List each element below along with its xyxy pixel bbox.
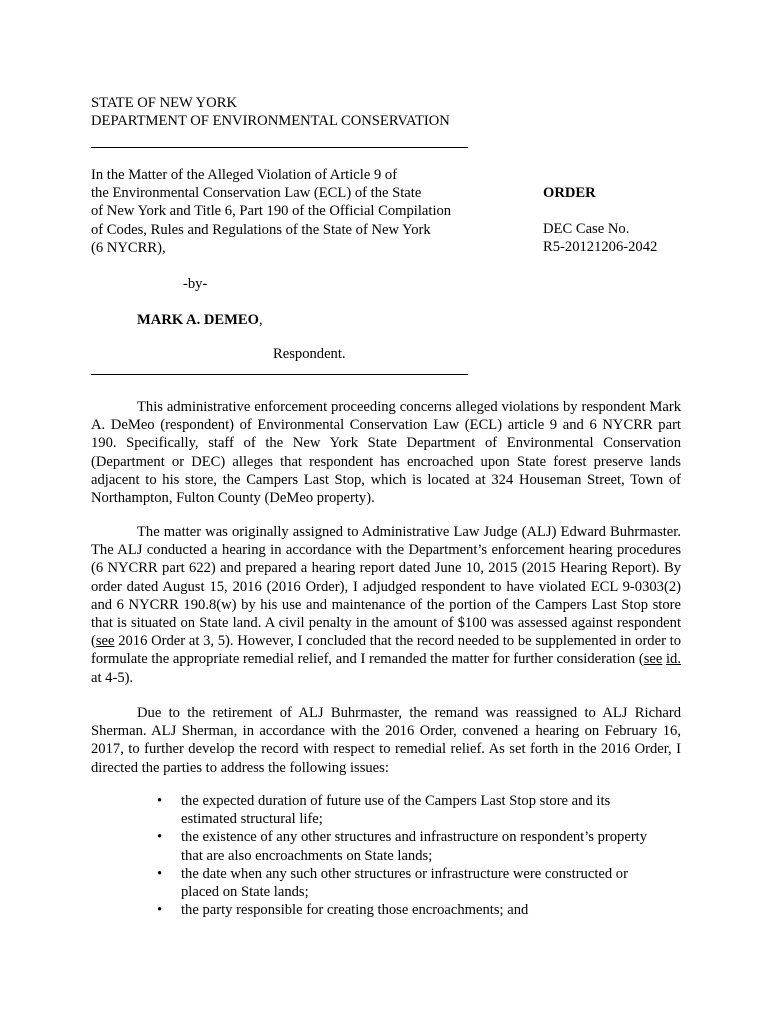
- respondent-name-comma: ,: [259, 312, 263, 328]
- list-item: [137, 865, 657, 901]
- matter-line: of New York and Title 6, Part 190 of the Official Compilation: [91, 203, 452, 220]
- matter-line: the Environmental Conservation Law (ECL) of the State: [91, 185, 422, 202]
- caption-rule: [91, 374, 468, 375]
- paragraph-1: [91, 398, 681, 507]
- list-item-text: the existence of any other structures and infrastructure on respondent’s property that are also encroachments on State lands;: [181, 829, 648, 864]
- case-number-block: [543, 220, 657, 256]
- department-name: DEPARTMENT OF ENVIRONMENTAL CONSERVATION: [91, 113, 450, 130]
- by-label: -by-: [183, 276, 208, 292]
- paragraph-3: [91, 704, 681, 777]
- matter-line: In the Matter of the Alleged Violation of Article 9 of: [91, 167, 398, 183]
- bullet-icon: •: [157, 793, 163, 809]
- bullet-icon: •: [157, 829, 163, 846]
- issues-list: [137, 792, 657, 919]
- p2-part-c: at 4-5).: [91, 669, 134, 686]
- case-number: R5-20121206-2042: [543, 239, 658, 256]
- respondent-name-line: [137, 311, 263, 329]
- list-item: [137, 792, 657, 828]
- paragraph-2: [91, 523, 681, 687]
- see-citation: see: [643, 651, 663, 668]
- p2-part-b: 2016 Order at 3, 5). However, I concluded that the record needed to be supplemented in order to formulate the appropriate remedial relief, and I remanded the matter for further consideration (: [91, 633, 681, 668]
- p2-part-a: The matter was originally assigned to Administrative Law Judge (ALJ) Edward Buhrmaster. The ALJ conducted a hearing in accordance with the Department’s enforcement hearing procedures (6 NYCRR part 622) and prepared a hearing report dated June 10, 2015 (2015 Hearing Report). By order dated August 15, 2016 (2016 Order), I adjudged respondent to have violated ECL 9-0303(2) and 6 NYCRR 190.8(w) by his use and maintenance of the portion of the Campers Last Stop store that is situated on State land. A civil penalty in the amount of $100 was assessed against respondent (: [91, 524, 681, 650]
- bullet-icon: •: [157, 902, 163, 919]
- list-item: [137, 828, 657, 864]
- list-item-text: the expected duration of future use of the Campers Last Stop store and its estimated structural life;: [181, 793, 611, 828]
- bullet-icon: •: [157, 865, 163, 882]
- matter-caption: [91, 166, 511, 257]
- list-item-text: the date when any such other structures or infrastructure were constructed or placed on State lands;: [181, 865, 628, 901]
- paragraph-3-text: Due to the retirement of ALJ Buhrmaster, the remand was reassigned to ALJ Richard Sherman. ALJ Sherman, in accordance with the 2016 Order, convened a hearing on February 16, 2017, to further develop the record with respect to remedial relief. As set forth in the 2016 Order, I directed the parties to address the following issues:: [91, 705, 681, 776]
- header-rule: [91, 147, 468, 148]
- case-number-label: DEC Case No.: [543, 221, 630, 237]
- respondent-label: Respondent.: [273, 346, 346, 362]
- matter-line: of Codes, Rules and Regulations of the State of New York: [91, 221, 431, 238]
- agency-header: [91, 94, 450, 130]
- matter-line: (6 NYCRR),: [91, 239, 166, 256]
- respondent-name: MARK A. DEMEO: [137, 312, 260, 328]
- state-name: STATE OF NEW YORK: [91, 95, 237, 111]
- paragraph-1-text: This administrative enforcement proceeding concerns alleged violations by respondent Mark A. DeMeo (respondent) of Environmental Conservation Law (ECL) article 9 and 6 NYCRR part 190. Specifically, staff of the New York State Department of Environmental Conservation (Department or DEC) alleges that respondent has encroached upon State forest preserve lands adjacent to his store, the Campers Last Stop, which is located at 324 Houseman Street, Town of Northampton, Fulton County (DeMeo property).: [91, 399, 681, 507]
- list-item-text: the party responsible for creating those encroachments; and: [181, 902, 529, 919]
- order-title: ORDER: [543, 185, 596, 201]
- id-citation: id.: [666, 651, 681, 668]
- paragraph-2-text: [91, 523, 681, 687]
- see-citation: see: [95, 633, 115, 650]
- list-item: [137, 901, 657, 919]
